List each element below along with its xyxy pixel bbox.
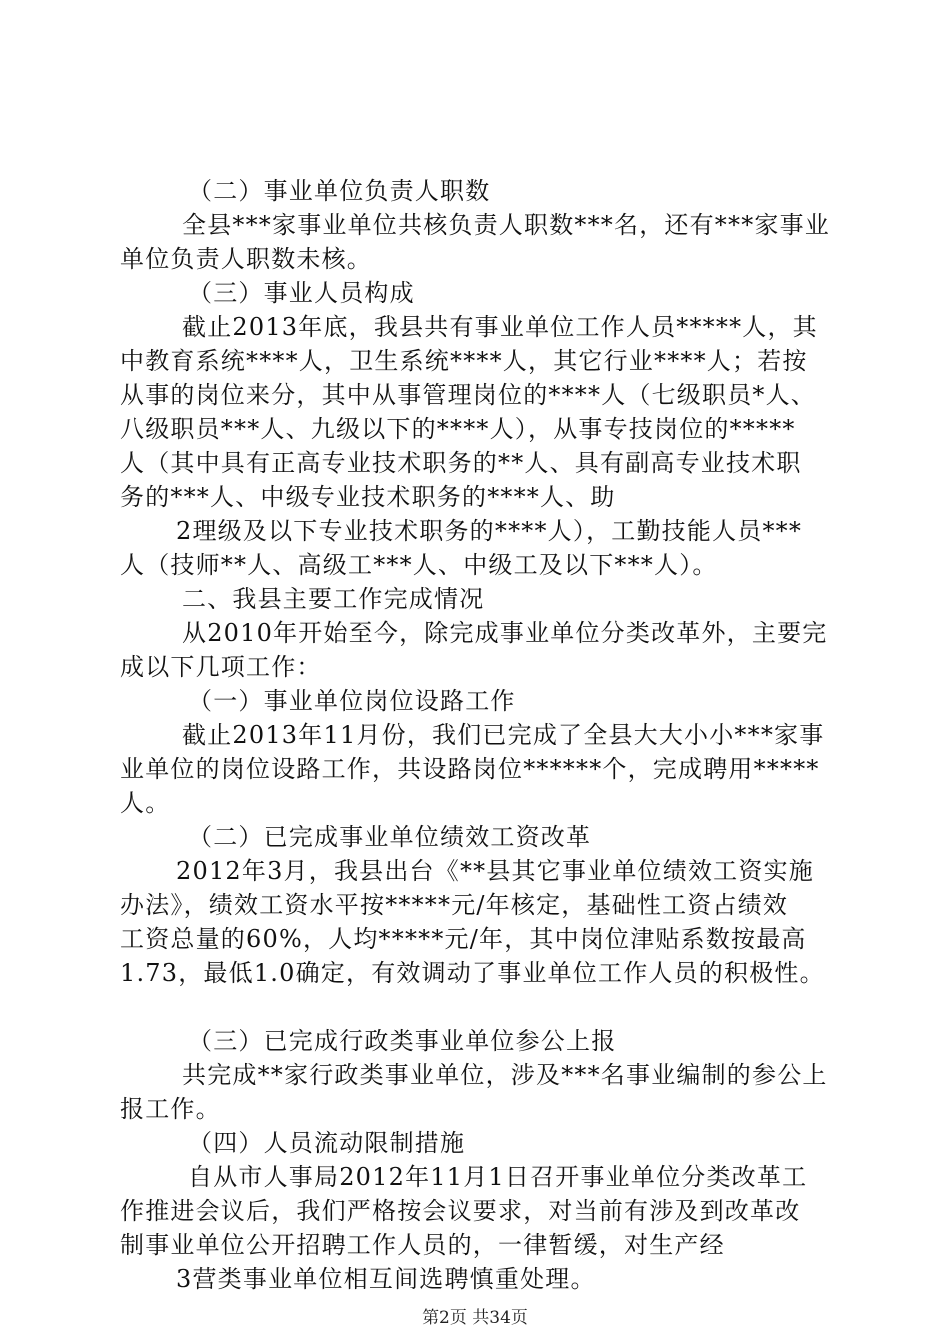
text-line: 从2010年开始至今，除完成事业单位分类改革外，主要完 [182, 619, 828, 647]
text-line: 工资总量的60%，人均*****元/年，其中岗位津贴系数按最高 [120, 925, 807, 953]
text-line: 务的***人、中级专业技术职务的****人、助 [120, 483, 616, 511]
text-line: 全县***家事业单位共核负责人职数***名，还有***家事业 [182, 211, 830, 239]
text-line: 共完成**家行政类事业单位，涉及***名事业编制的参公上 [182, 1061, 828, 1089]
heading-main-work: 二、我县主要工作完成情况 [182, 585, 485, 613]
text-line: 2012年3月，我县出台《**县其它事业单位绩效工资实施 [176, 857, 814, 885]
text-line: 作推进会议后，我们严格按会议要求，对当前有涉及到改革改 [120, 1197, 801, 1225]
text-line: 中教育系统****人，卫生系统****人，其它行业****人；若按 [120, 347, 808, 375]
text-line: 报工作。 [120, 1095, 221, 1123]
text-line: 1.73，最低1.0确定，有效调动了事业单位工作人员的积极性。 [120, 959, 825, 987]
heading-civil-service-report: （三）已完成行政类事业单位参公上报 [188, 1027, 617, 1055]
heading-staff-composition: （三）事业人员构成 [188, 279, 415, 307]
text-line: 业单位的岗位设路工作，共设路岗位******个，完成聘用***** [120, 755, 820, 783]
heading-leader-posts: （二）事业单位负责人职数 [188, 177, 491, 205]
heading-performance-pay: （二）已完成事业单位绩效工资改革 [188, 823, 592, 851]
text-line: 自从市人事局2012年11月1日召开事业单位分类改革工 [188, 1163, 808, 1191]
text-line: 单位负责人职数未核。 [120, 245, 372, 273]
page-footer: 第2页 共34页 [422, 1308, 528, 1328]
text-line: 截止2013年底，我县共有事业单位工作人员*****人，其 [182, 313, 818, 341]
text-line: 办法》，绩效工资水平按*****元/年核定，基础性工资占绩效 [120, 891, 789, 919]
text-line: 人（其中具有正高专业技术职务的**人、具有副高专业技术职 [120, 449, 802, 477]
text-line: 3营类事业单位相互间选聘慎重处理。 [176, 1265, 596, 1293]
text-line: 人（技师**人、高级工***人、中级工及以下***人）。 [120, 551, 718, 579]
text-line: 从事的岗位来分，其中从事管理岗位的****人（七级职员*人、 [120, 381, 816, 409]
text-line: 截止2013年11月份，我们已完成了全县大大小小***家事 [182, 721, 825, 749]
text-line: 2理级及以下专业技术职务的****人），工勤技能人员*** [176, 517, 803, 545]
text-line: 制事业单位公开招聘工作人员的，一律暂缓，对生产经 [120, 1231, 725, 1259]
text-line: 八级职员***人、九级以下的****人），从事专技岗位的***** [120, 415, 796, 443]
heading-mobility-limits: （四）人员流动限制措施 [188, 1129, 466, 1157]
text-line: 人。 [120, 789, 171, 817]
heading-post-setup: （一）事业单位岗位设路工作 [188, 687, 516, 715]
text-line: 成以下几项工作： [120, 653, 322, 681]
